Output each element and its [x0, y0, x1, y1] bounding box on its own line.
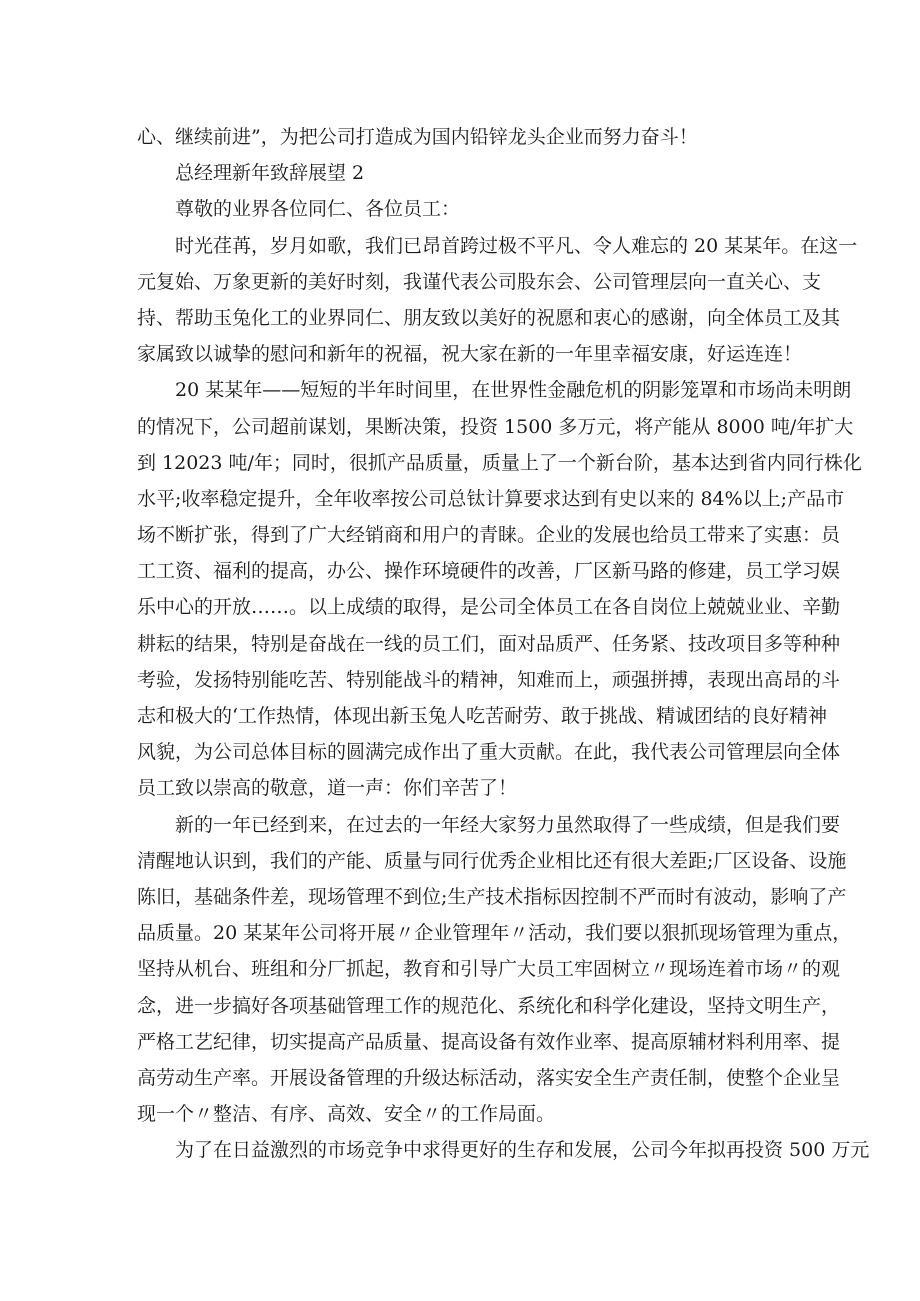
text-line: 20 某某年——短短的半年时间里，在世界性金融危机的阴影笼罩和市场尚未明朗 — [137, 379, 852, 402]
text-line: 为了在日益激烈的市场竞争中求得更好的生存和发展，公司今年拟再投资 500 万元 — [137, 1139, 870, 1162]
text-line: 考验，发扬特别能吃苦、特别能战斗的精神，知难而上，顽强拼搏，表现出高昂的斗 — [137, 668, 841, 691]
text-line: 高劳动生产率。开展设备管理的升级达标活动，落实安全生产责任制，使整个企业呈 — [137, 1066, 841, 1089]
section-heading: 总经理新年致辞展望 2 — [137, 162, 365, 185]
document-body — [137, 119, 870, 1168]
text-line: 元复始、万象更新的美好时刻，我谨代表公司股东会、公司管理层向一直关心、支 — [137, 270, 822, 293]
text-line: 品质量。20 某某年公司将开展〃企业管理年〃活动，我们要以狠抓现场管理为重点， — [137, 922, 852, 945]
text-line: 风貌，为公司总体目标的圆满完成作出了重大贡献。在此，我代表公司管理层向全体 — [137, 741, 841, 764]
text-line: 乐中心的开放……。以上成绩的取得，是公司全体员工在各自岗位上兢兢业业、辛勤 — [137, 596, 841, 619]
text-line: 现一个〃整洁、有序、高效、安全〃的工作局面。 — [137, 1103, 556, 1126]
text-line: 时光荏苒，岁月如歌，我们已昂首跨过极不平凡、令人难忘的 20 某某年。在这一 — [137, 234, 858, 257]
text-line: 持、帮助玉兔化工的业界同仁、朋友致以美好的祝愿和衷心的感谢，向全体员工及其 — [137, 306, 841, 329]
text-line: 员工致以崇高的敬意，道一声：你们辛苦了！ — [137, 777, 518, 800]
text-line: 念，进一步搞好各项基础管理工作的规范化、系统化和科学化建设，坚持文明生产， — [137, 994, 841, 1017]
text-line: 清醒地认识到，我们的产能、质量与同行优秀企业相比还有很大差距;厂区设备、设施 — [137, 849, 847, 872]
text-line: 新的一年已经到来，在过去的一年经大家努力虽然取得了一些成绩，但是我们要 — [137, 813, 841, 836]
text-line: 的情况下，公司超前谋划，果断决策，投资 1500 多万元，将产能从 8000 吨/年扩大 — [137, 415, 854, 438]
text-line: 场不断扩张，得到了广大经销商和用户的青睐。企业的发展也给员工带来了实惠：员 — [137, 524, 841, 547]
text-line: 工工资、福利的提高，办公、操作环境硬件的改善，厂区新马路的修建，员工学习娱 — [137, 560, 841, 583]
text-line: 严格工艺纪律，切实提高产品质量、提高设备有效作业率、提高原辅材料利用率、提 — [137, 1030, 841, 1053]
text-line: 水平;收率稳定提升，全年收率按公司总钛计算要求达到有史以来的 84%以上;产品市 — [137, 487, 845, 510]
salutation: 尊敬的业界各位同仁、各位员工： — [137, 198, 461, 221]
text-line: 心、继续前进”，为把公司打造成为国内铅锌龙头企业而努力奋斗！ — [137, 126, 698, 148]
text-line: 志和极大的‘工作热情，体现出新玉兔人吃苦耐劳、敢于挑战、精诚团结的良好精神 — [137, 705, 828, 727]
text-line: 家属致以诚挚的慰问和新年的祝福，祝大家在新的一年里幸福安康，好运连连！ — [137, 343, 803, 366]
text-line: 耕耘的结果，特别是奋战在一线的员工们，面对品质严、任务紧、技改项目多等种种 — [137, 632, 841, 655]
text-line: 到 12023 吨/年；同时，很抓产品质量，质量上了一个新台阶，基本达到省内同行株化 — [137, 451, 862, 474]
text-line: 陈旧，基础条件差，现场管理不到位;生产技术指标因控制不严而时有波动，影响了产 — [137, 885, 847, 908]
text-line: 坚持从机台、班组和分厂抓起，教育和引导广大员工牢固树立〃现场连着市场〃的观 — [137, 958, 841, 981]
